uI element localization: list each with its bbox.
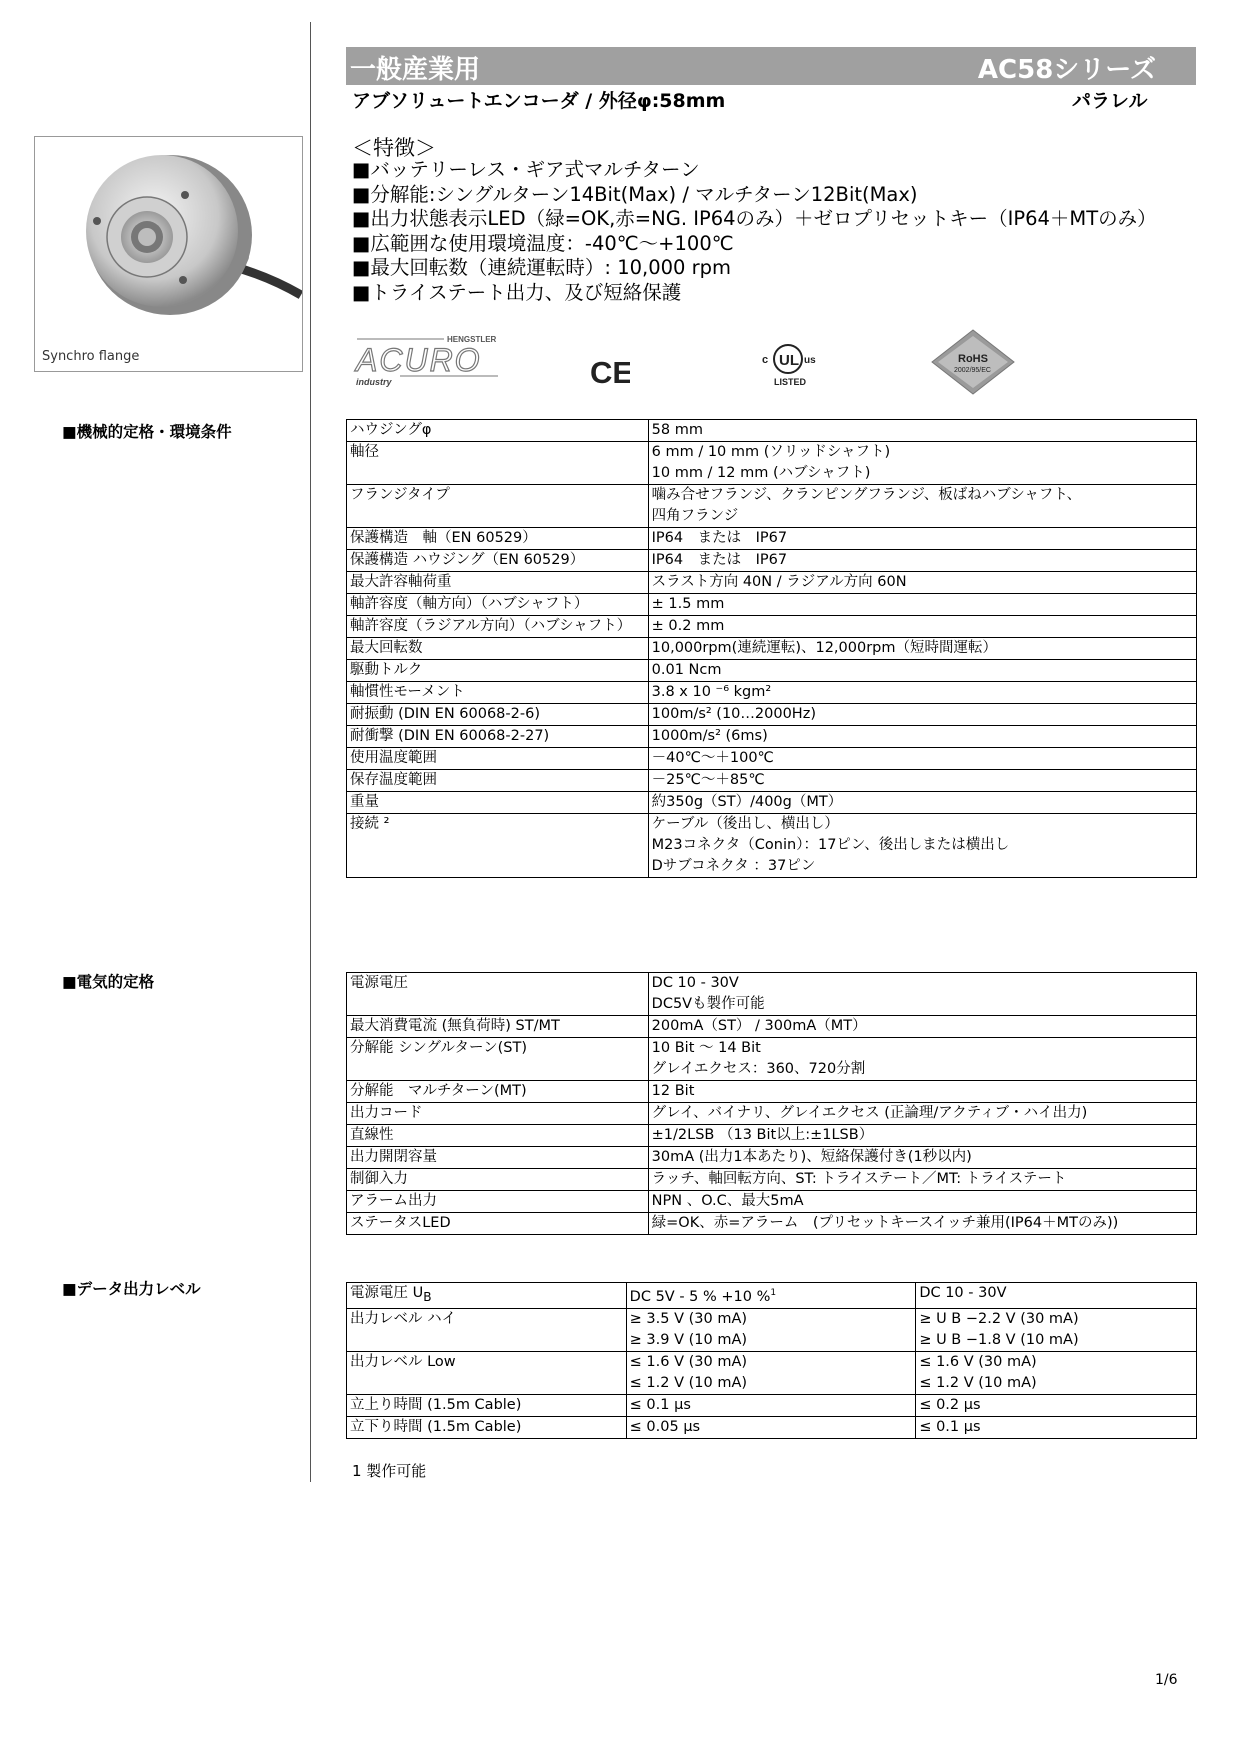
data-output-table bbox=[346, 1282, 1197, 1439]
feature-item: ■広範囲な使用環境温度：-40℃～+100℃ bbox=[352, 231, 734, 255]
encoder-image bbox=[35, 137, 302, 371]
spec-value: 1000m/s² (6ms) bbox=[648, 726, 1196, 748]
spec-value: ≥ U B −1.8 V (10 mA) bbox=[916, 1330, 1197, 1352]
spec-value: 0.01 Ncm bbox=[648, 660, 1196, 682]
feature-item: ■最大回転数（連続運転時）: 10,000 rpm bbox=[352, 256, 732, 279]
spec-label: 保護構造 軸（EN 60529） bbox=[347, 528, 649, 550]
spec-value: スラスト方向 40N / ラジアル方向 60N bbox=[648, 572, 1196, 594]
table-row bbox=[347, 770, 1197, 792]
spec-label: 接続 ² bbox=[347, 814, 649, 878]
spec-label: 軸許容度（軸方向）（ハブシャフト） bbox=[347, 594, 649, 616]
acuro-logo bbox=[352, 330, 502, 390]
spec-label: 使用温度範囲 bbox=[347, 748, 649, 770]
spec-value: 噛み合せフランジ、クランピングフランジ、板ばねハブシャフト、 bbox=[648, 485, 1196, 507]
feature-item: ■バッテリーレス・ギア式マルチターン bbox=[352, 158, 700, 181]
spec-value: ラッチ、軸回転方向、ST: トライステート／MT: トライステート bbox=[648, 1169, 1196, 1191]
product-subtitle: アブソリュートエンコーダ / 外径φ:58mm bbox=[352, 90, 726, 112]
spec-value: ≤ 1.2 V (10 mA) bbox=[626, 1373, 916, 1395]
table-row bbox=[347, 660, 1197, 682]
spec-value: ≥ U B −2.2 V (30 mA) bbox=[916, 1308, 1197, 1330]
spec-value: 100m/s² (10…2000Hz) bbox=[648, 704, 1196, 726]
spec-value: ≤ 0.1 μs bbox=[626, 1394, 916, 1416]
spec-value: Dサブコネクタ ：37ピン bbox=[648, 856, 1196, 878]
table-row bbox=[347, 594, 1197, 616]
spec-label: 出力開閉容量 bbox=[347, 1147, 649, 1169]
spec-value: DC5Vも製作可能 bbox=[648, 994, 1196, 1016]
spec-label: 立上り時間 (1.5m Cable) bbox=[347, 1394, 627, 1416]
header-cell: DC 5V - 5 % +10 %$^1$ bbox=[626, 1283, 916, 1309]
spec-value: ≥ 3.5 V (30 mA) bbox=[626, 1308, 916, 1330]
table-row bbox=[347, 1213, 1197, 1235]
spec-value: ≤ 0.1 μs bbox=[916, 1416, 1197, 1438]
spec-value: 12 Bit bbox=[648, 1081, 1196, 1103]
spec-value: ± 0.2 mm bbox=[648, 616, 1196, 638]
vertical-divider bbox=[310, 22, 311, 1482]
spec-value: 10 mm / 12 mm (ハブシャフト) bbox=[648, 463, 1196, 485]
table-row bbox=[347, 682, 1197, 704]
spec-label: 出力レベル Low bbox=[347, 1351, 627, 1394]
spec-value: －40℃～＋100℃ bbox=[648, 748, 1196, 770]
feature-item: ■出力状態表示LED（緑=OK,赤=NG. IP64のみ）＋ゼロプリセットキー（IP64＋MTのみ） bbox=[352, 207, 1157, 230]
spec-value: ≤ 0.05 μs bbox=[626, 1416, 916, 1438]
spec-label: 制御入力 bbox=[347, 1169, 649, 1191]
electrical-spec-table bbox=[346, 972, 1197, 1235]
features-list bbox=[352, 158, 1157, 305]
output-type: パラレル bbox=[1072, 90, 1148, 112]
spec-value: 10,000rpm(連続運転)、12,000rpm（短時間運転） bbox=[648, 638, 1196, 660]
spec-label: 最大消費電流 (無負荷時) ST/MT bbox=[347, 1016, 649, 1038]
table-row bbox=[347, 1394, 1197, 1416]
spec-label: 出力コード bbox=[347, 1103, 649, 1125]
table-header-row bbox=[347, 1283, 1197, 1309]
spec-label: 保存温度範囲 bbox=[347, 770, 649, 792]
rohs-logo-icon bbox=[930, 328, 1016, 400]
spec-value: ≤ 1.6 V (30 mA) bbox=[626, 1351, 916, 1373]
spec-value: DC 10 - 30V bbox=[648, 973, 1196, 995]
mechanical-spec-table bbox=[346, 419, 1197, 878]
spec-label: 出力レベル ハイ bbox=[347, 1308, 627, 1351]
table-row bbox=[347, 1016, 1197, 1038]
acuro-top-text: HENGSTLER bbox=[447, 335, 497, 344]
table-row bbox=[347, 1351, 1197, 1373]
spec-label: ハウジングφ bbox=[347, 420, 649, 442]
section-data-output: ■データ出力レベル bbox=[62, 1280, 201, 1298]
rohs-sub-text: 2002/95/EC bbox=[954, 367, 991, 374]
feature-item: ■分解能:シングルターン14Bit(Max) / マルチターン12Bit(Max) bbox=[352, 182, 918, 206]
series-title: AC58シリーズ bbox=[977, 55, 1156, 85]
features-heading: ＜特徴＞ bbox=[352, 136, 436, 160]
spec-value: 10 Bit ～ 14 Bit bbox=[648, 1038, 1196, 1060]
spec-label: フランジタイプ bbox=[347, 485, 649, 528]
table-row bbox=[347, 1191, 1197, 1213]
header-cell: 電源電圧 $U_B$ bbox=[347, 1283, 627, 1309]
ul-c-text: c bbox=[762, 354, 769, 366]
title-bar bbox=[346, 47, 1196, 85]
spec-label: 駆動トルク bbox=[347, 660, 649, 682]
spec-value: ≤ 1.6 V (30 mA) bbox=[916, 1351, 1197, 1373]
ce-mark-icon bbox=[590, 354, 630, 392]
spec-label: 最大許容軸荷重 bbox=[347, 572, 649, 594]
spec-label: 保護構造 ハウジング（EN 60529） bbox=[347, 550, 649, 572]
header-cell: DC 10 - 30V bbox=[916, 1283, 1197, 1309]
spec-label: 分解能 シングルターン(ST) bbox=[347, 1038, 649, 1081]
spec-value: 3.8 x 10 ⁻⁶ kgm² bbox=[648, 682, 1196, 704]
spec-label: 直線性 bbox=[347, 1125, 649, 1147]
spec-label: 耐振動 (DIN EN 60068-2-6) bbox=[347, 704, 649, 726]
spec-label: アラーム出力 bbox=[347, 1191, 649, 1213]
table-row bbox=[347, 528, 1197, 550]
table-row bbox=[347, 1147, 1197, 1169]
ul-main-text: UL bbox=[779, 352, 799, 369]
table-row bbox=[347, 1103, 1197, 1125]
spec-value: ≥ 3.9 V (10 mA) bbox=[626, 1330, 916, 1352]
table-row bbox=[347, 442, 1197, 464]
table-row bbox=[347, 792, 1197, 814]
spec-value: 6 mm / 10 mm (ソリッドシャフト) bbox=[648, 442, 1196, 464]
table-row bbox=[347, 485, 1197, 507]
ul-listed-text: LISTED bbox=[774, 377, 807, 387]
spec-label: 分解能 マルチターン(MT) bbox=[347, 1081, 649, 1103]
table-row bbox=[347, 814, 1197, 836]
footnote: 1 製作可能 bbox=[352, 1462, 427, 1480]
table-row bbox=[347, 420, 1197, 442]
table-row bbox=[347, 1416, 1197, 1438]
table-row bbox=[347, 1038, 1197, 1060]
ul-listed-icon bbox=[760, 335, 820, 391]
spec-value: IP64 または IP67 bbox=[648, 550, 1196, 572]
spec-value: M23コネクタ（Conin）：17ピン、後出しまたは横出し bbox=[648, 835, 1196, 856]
category-title: 一般産業用 bbox=[350, 55, 481, 85]
ul-us-text: us bbox=[804, 355, 816, 366]
ce-text: CE bbox=[590, 355, 630, 388]
feature-item: ■トライステート出力、及び短絡保護 bbox=[352, 280, 682, 304]
table-row bbox=[347, 616, 1197, 638]
acuro-sub-text: industry bbox=[356, 377, 392, 387]
spec-label: ステータスLED bbox=[347, 1213, 649, 1235]
spec-value: グレイ、バイナリ、グレイエクセス (正論理/アクティブ・ハイ出力) bbox=[648, 1103, 1196, 1125]
table-row bbox=[347, 973, 1197, 995]
acuro-main-text: ACURO bbox=[356, 342, 482, 378]
spec-value: 緑=OK、赤=アラーム (プリセットキースイッチ兼用(IP64＋MTのみ)) bbox=[648, 1213, 1196, 1235]
table-row bbox=[347, 1169, 1197, 1191]
spec-value: ≤ 1.2 V (10 mA) bbox=[916, 1373, 1197, 1395]
spec-value: NPN 、O.C、最大5mA bbox=[648, 1191, 1196, 1213]
spec-label: 軸許容度（ラジアル方向）（ハブシャフト） bbox=[347, 616, 649, 638]
spec-value: グレイエクセス：360、720分割 bbox=[648, 1059, 1196, 1081]
spec-value: 四角フランジ bbox=[648, 506, 1196, 528]
section-electrical: ■電気的定格 bbox=[62, 973, 155, 991]
section-mechanical: ■機械的定格・環境条件 bbox=[62, 423, 232, 441]
table-row bbox=[347, 748, 1197, 770]
spec-value: 200mA（ST） / 300mA（MT） bbox=[648, 1016, 1196, 1038]
spec-label: 耐衝撃 (DIN EN 60068-2-27) bbox=[347, 726, 649, 748]
photo-caption: Synchro flange bbox=[42, 349, 140, 364]
table-row bbox=[347, 550, 1197, 572]
spec-label: 軸慣性モーメント bbox=[347, 682, 649, 704]
spec-label: 立下り時間 (1.5m Cable) bbox=[347, 1416, 627, 1438]
table-row bbox=[347, 1125, 1197, 1147]
spec-value: 約350g（ST）/400g（MT） bbox=[648, 792, 1196, 814]
spec-value: 58 mm bbox=[648, 420, 1196, 442]
table-row bbox=[347, 1081, 1197, 1103]
spec-value: ±1/2LSB （13 Bit以上:±1LSB） bbox=[648, 1125, 1196, 1147]
spec-value: 30mA (出力1本あたり)、短絡保護付き(1秒以内) bbox=[648, 1147, 1196, 1169]
table-row bbox=[347, 704, 1197, 726]
product-photo bbox=[34, 136, 303, 372]
spec-label: 電源電圧 bbox=[347, 973, 649, 1016]
page-number: 1/6 bbox=[1155, 1672, 1178, 1688]
table-row bbox=[347, 1308, 1197, 1330]
spec-label: 最大回転数 bbox=[347, 638, 649, 660]
spec-value: IP64 または IP67 bbox=[648, 528, 1196, 550]
table-row bbox=[347, 572, 1197, 594]
table-row bbox=[347, 638, 1197, 660]
rohs-text: RoHS bbox=[958, 353, 988, 365]
spec-label: 軸径 bbox=[347, 442, 649, 485]
spec-label: 重量 bbox=[347, 792, 649, 814]
spec-value: ≤ 0.2 μs bbox=[916, 1394, 1197, 1416]
spec-value: －25℃～＋85℃ bbox=[648, 770, 1196, 792]
spec-value: ± 1.5 mm bbox=[648, 594, 1196, 616]
table-row bbox=[347, 726, 1197, 748]
spec-value: ケーブル（後出し、横出し） bbox=[648, 814, 1196, 836]
